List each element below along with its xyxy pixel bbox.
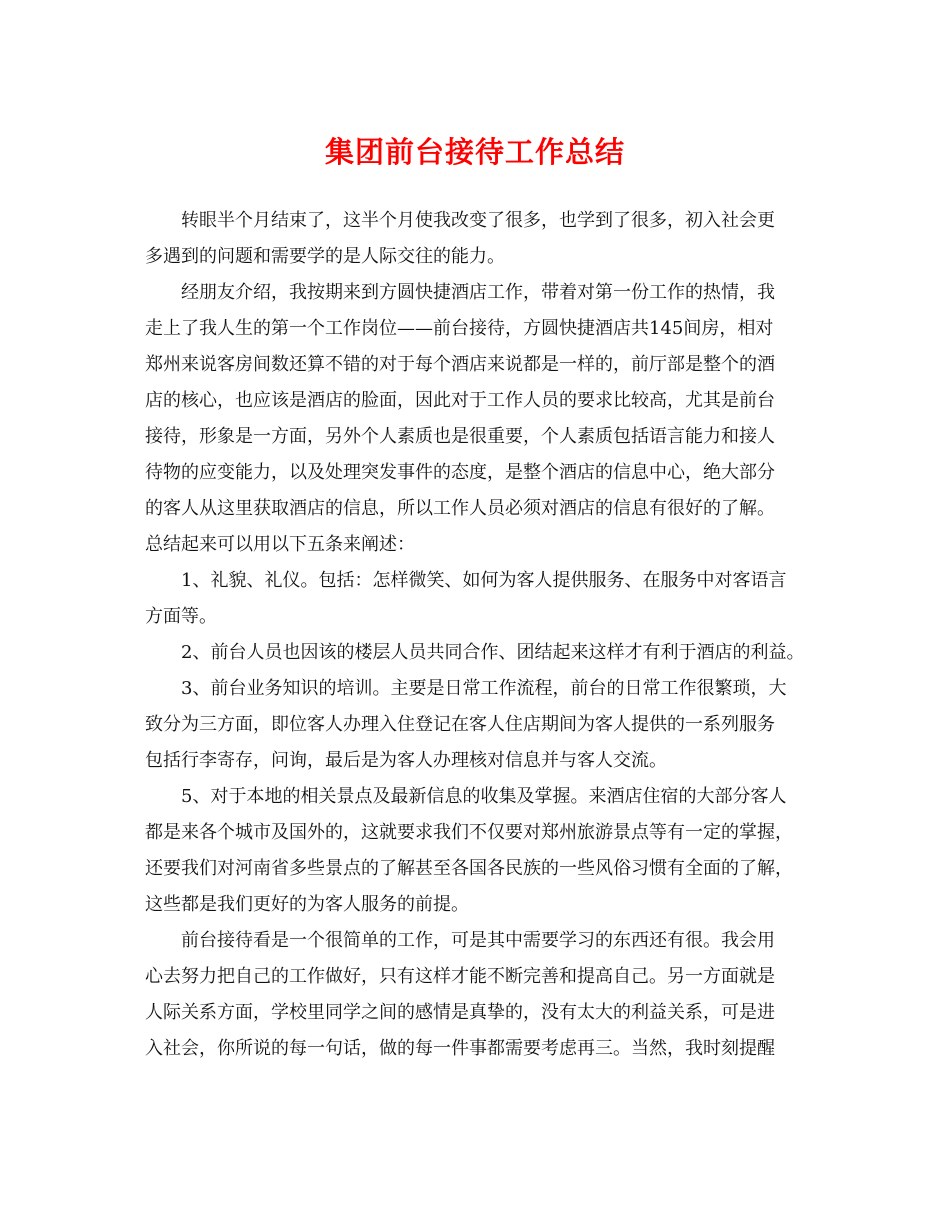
document-body — [145, 203, 810, 1067]
text-line: 的客人从这里获取酒店的信息，所以工作人员必须对酒店的信息有很好的了解。 — [145, 498, 775, 519]
text-line: 1、礼貌、礼仪。包括：怎样微笑、如何为客人提供服务、在服务中对客语言 — [181, 570, 787, 591]
text-line: 走上了我人生的第一个工作岗位——前台接待，方圆快捷酒店共145间房，相对 — [145, 318, 774, 339]
text-line: 2、前台人员也因该的楼层人员共同合作、团结起来这样才有利于酒店的利益。 — [181, 642, 805, 663]
text-line: 转眼半个月结束了，这半个月使我改变了很多，也学到了很多，初入社会更 — [181, 210, 775, 231]
text-line: 店的核心，也应该是酒店的脸面，因此对于工作人员的要求比较高，尤其是前台 — [145, 390, 775, 411]
text-line: 心去努力把自己的工作做好，只有这样才能不断完善和提高自己。另一方面就是 — [145, 966, 775, 987]
text-line: 入社会，你所说的每一句话，做的每一件事都需要考虑再三。当然，我时刻提醒 — [145, 1038, 775, 1059]
text-line: 郑州来说客房间数还算不错的对于每个酒店来说都是一样的，前厅部是整个的酒 — [145, 354, 775, 375]
text-line: 接待，形象是一方面，另外个人素质也是很重要，个人素质包括语言能力和接人 — [145, 426, 775, 447]
text-line: 5、对于本地的相关景点及最新信息的收集及掌握。来酒店住宿的大部分客人 — [181, 786, 787, 807]
text-line: 人际关系方面，学校里同学之间的感情是真挚的，没有太大的利益关系，可是进 — [145, 1002, 775, 1023]
text-line: 多遇到的问题和需要学的是人际交往的能力。 — [145, 246, 505, 267]
text-line: 3、前台业务知识的培训。主要是日常工作流程，前台的日常工作很繁琐，大 — [181, 678, 787, 699]
text-line: 总结起来可以用以下五条来阐述： — [145, 534, 415, 555]
text-line: 致分为三方面，即位客人办理入住登记在客人住店期间为客人提供的一系列服务 — [145, 714, 775, 735]
text-line: 都是来各个城市及国外的，这就要求我们不仅要对郑州旅游景点等有一定的掌握， — [145, 822, 793, 843]
text-line: 还要我们对河南省多些景点的了解甚至各国各民族的一些风俗习惯有全面的了解， — [145, 858, 793, 879]
text-line: 前台接待看是一个很简单的工作，可是其中需要学习的东西还有很。我会用 — [181, 930, 775, 951]
text-line: 包括行李寄存，问询，最后是为客人办理核对信息并与客人交流。 — [145, 750, 667, 771]
text-line: 经朋友介绍，我按期来到方圆快捷酒店工作，带着对第一份工作的热情，我 — [181, 282, 775, 303]
document-title: 集团前台接待工作总结 — [324, 135, 625, 169]
text-line: 方面等。 — [145, 606, 217, 627]
text-line: 待物的应变能力，以及处理突发事件的态度，是整个酒店的信息中心，绝大部分 — [145, 462, 775, 483]
text-line: 这些都是我们更好的为客人服务的前提。 — [145, 894, 469, 915]
